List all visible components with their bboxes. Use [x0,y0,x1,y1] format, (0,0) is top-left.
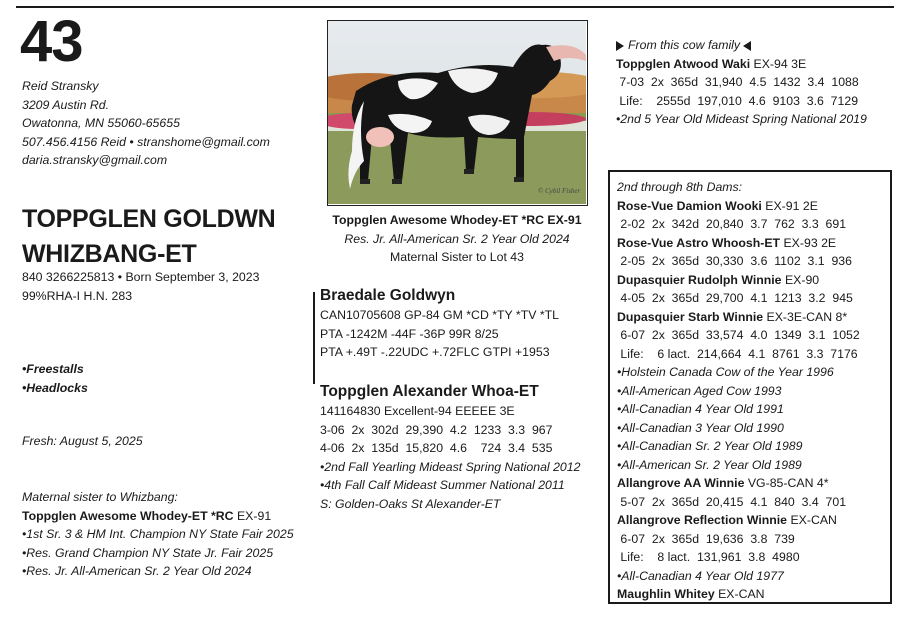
caption-name: Toppglen Awesome Whodey-ET *RC EX-91 [332,213,582,227]
dams-pedigree-box [608,170,892,604]
ancestor-name: Allangrove AA Winnie [617,476,745,490]
family-award: •2nd 5 Year Old Mideast Spring National 2019 [616,112,867,126]
ancestor-score: EX-CAN [714,587,765,601]
registration-birthdate: 840 3266225813 • Born September 3, 2023 [22,270,260,284]
cow-family-block [616,36,867,129]
pedigree-bracket [313,292,315,384]
dam-ancestor-name [617,474,890,493]
dam-ancestor-record: Life: 6 lact. 214,664 4.1 8761 3.3 7176 [617,346,858,361]
ancestor-name: Allangrove Reflection Winnie [617,513,788,527]
dam-ancestor-record: 5-07 2x 365d 20,415 4.1 840 3.4 701 [617,494,847,509]
dam-ancestor-record: 4-05 2x 365d 29,700 4.1 1213 3.2 945 [617,291,853,305]
maternal-sister-intro: Maternal sister to Whizbang: [22,490,178,504]
management-list [22,360,88,397]
maternal-sister-award: •Res. Jr. All-American Sr. 2 Year Old 2024 [22,564,252,578]
ancestor-score: EX-91 2E [761,198,818,213]
owner-name: Reid Stransky [22,79,99,93]
ancestor-score: EX-3E-CAN 8* [763,309,848,324]
arrow-left-icon [743,41,751,51]
cow-illustration [328,21,586,204]
maternal-sister-name: Toppglen Awesome Whodey-ET *RC [22,508,234,523]
dam-ancestor-award: •All-Canadian 3 Year Old 1990 [617,420,784,435]
top-rule [16,6,894,8]
ancestor-score: VG-85-CAN 4* [744,476,829,490]
dam-ancestor-record: 6-07 2x 365d 19,636 3.8 739 [617,531,795,546]
ancestor-name: Rose-Vue Damion Wooki [617,198,762,213]
family-cow-score: EX-94 3E [750,56,807,71]
dam-sire-line: S: Golden-Oaks St Alexander-ET [320,496,501,511]
arrow-right-icon [616,41,624,51]
photo-caption [302,211,612,267]
family-header: From this cow family [628,38,741,52]
management-item: •Headlocks [22,380,88,395]
owner-city: Owatonna, MN 55060-65655 [22,116,180,130]
dam-ancestor-award: •All-American Sr. 2 Year Old 1989 [617,457,802,472]
owner-block [22,77,270,170]
dam-ancestor-award: •All-Canadian 4 Year Old 1977 [617,568,784,583]
family-record: 7-03 2x 365d 31,940 4.5 1432 3.4 1088 [616,75,859,89]
dam-registration: 141164830 Excellent-94 EEEEE 3E [320,404,515,418]
ancestor-name: Dupasquier Starb Winnie [617,309,764,324]
sire-line: CAN10705608 GP-84 GM *CD *TY *TV *TL [320,308,559,322]
lot-number: 43 [20,9,83,74]
sire-line: PTA +.49T -.22UDC +.72FLC GTPI +1953 [320,345,550,359]
dam-ancestor-name [617,271,890,290]
dam-name: Toppglen Alexander Whoa-ET [320,383,539,400]
animal-registration [22,268,259,305]
ancestor-score: EX-90 [781,272,820,287]
dam-award: •4th Fall Calf Mideast Summer National 2011 [320,478,565,492]
dam-ancestor-record: Life: 8 lact. 131,961 3.8 4980 [617,550,800,564]
dam-ancestor-name [617,234,890,253]
family-life: Life: 2555d 197,010 4.6 9103 3.6 7129 [616,93,859,108]
owner-address: 3209 Austin Rd. [22,97,110,112]
dam-ancestor-record: 2-05 2x 365d 30,330 3.6 1102 3.1 936 [617,254,852,268]
rha-hn: 99%RHA-I H.N. 283 [22,288,133,303]
maternal-sister-award: •1st Sr. 3 & HM Int. Champion NY State Fair 2025 [22,527,294,541]
caption-note: Maternal Sister to Lot 43 [390,250,524,264]
cow-photo [327,20,588,206]
dam-block [320,382,580,513]
dam-ancestor-record: 6-07 2x 365d 33,574 4.0 1349 3.1 1052 [617,328,860,342]
sire-name: Braedale Goldwyn [320,287,456,304]
photo-watermark: © Cybil Fisher [538,187,581,195]
dam-ancestor-name [617,308,890,327]
dam-ancestor-award: •All-Canadian 4 Year Old 1991 [617,402,784,416]
dam-ancestor-name [617,585,890,604]
maternal-sister-award: •Res. Grand Champion NY State Jr. Fair 2025 [22,545,274,560]
sire-line: PTA -1242M -44F -36P 99R 8/25 [320,326,499,341]
dam-ancestor-award: •Holstein Canada Cow of the Year 1996 [617,365,834,379]
ancestor-name: Maughlin Whitey [617,587,715,601]
ancestor-name: Rose-Vue Astro Whoosh-ET [617,235,781,250]
dams-header: 2nd through 8th Dams: [617,180,743,194]
dam-award: •2nd Fall Yearling Mideast Spring National 2012 [320,459,581,474]
sire-block [320,286,559,362]
animal-name [22,202,275,272]
dam-record: 3-06 2x 302d 29,390 4.2 1233 3.3 967 [320,422,553,437]
dams-list [617,197,890,604]
ancestor-score: EX-93 2E [780,235,837,250]
caption-award: Res. Jr. All-American Sr. 2 Year Old 2024 [344,231,570,246]
animal-name-line-1: TOPPGLEN GOLDWN [22,205,276,233]
ancestor-score: EX-CAN [787,513,837,527]
animal-name-line-2: WHIZBANG-ET [22,240,197,268]
maternal-sister-score: EX-91 [233,508,272,523]
family-cow-name: Toppglen Atwood Waki [616,56,751,71]
dam-ancestor-name [617,511,890,530]
dam-ancestor-record: 2-02 2x 342d 20,840 3.7 762 3.3 691 [617,217,847,231]
owner-phone-email: 507.456.4156 Reid • stranshome@gmail.com [22,134,270,149]
dam-ancestor-name [617,197,890,216]
maternal-sister-block [22,488,294,581]
fresh-date: Fresh: August 5, 2025 [22,434,143,448]
dam-ancestor-award: •All-Canadian Sr. 2 Year Old 1989 [617,439,803,453]
management-item: •Freestalls [22,362,84,376]
dam-record: 4-06 2x 135d 15,820 4.6 724 3.4 535 [320,441,553,455]
ancestor-name: Dupasquier Rudolph Winnie [617,272,782,287]
owner-email-2: daria.stransky@gmail.com [22,153,168,167]
dam-ancestor-award: •All-American Aged Cow 1993 [617,383,782,398]
